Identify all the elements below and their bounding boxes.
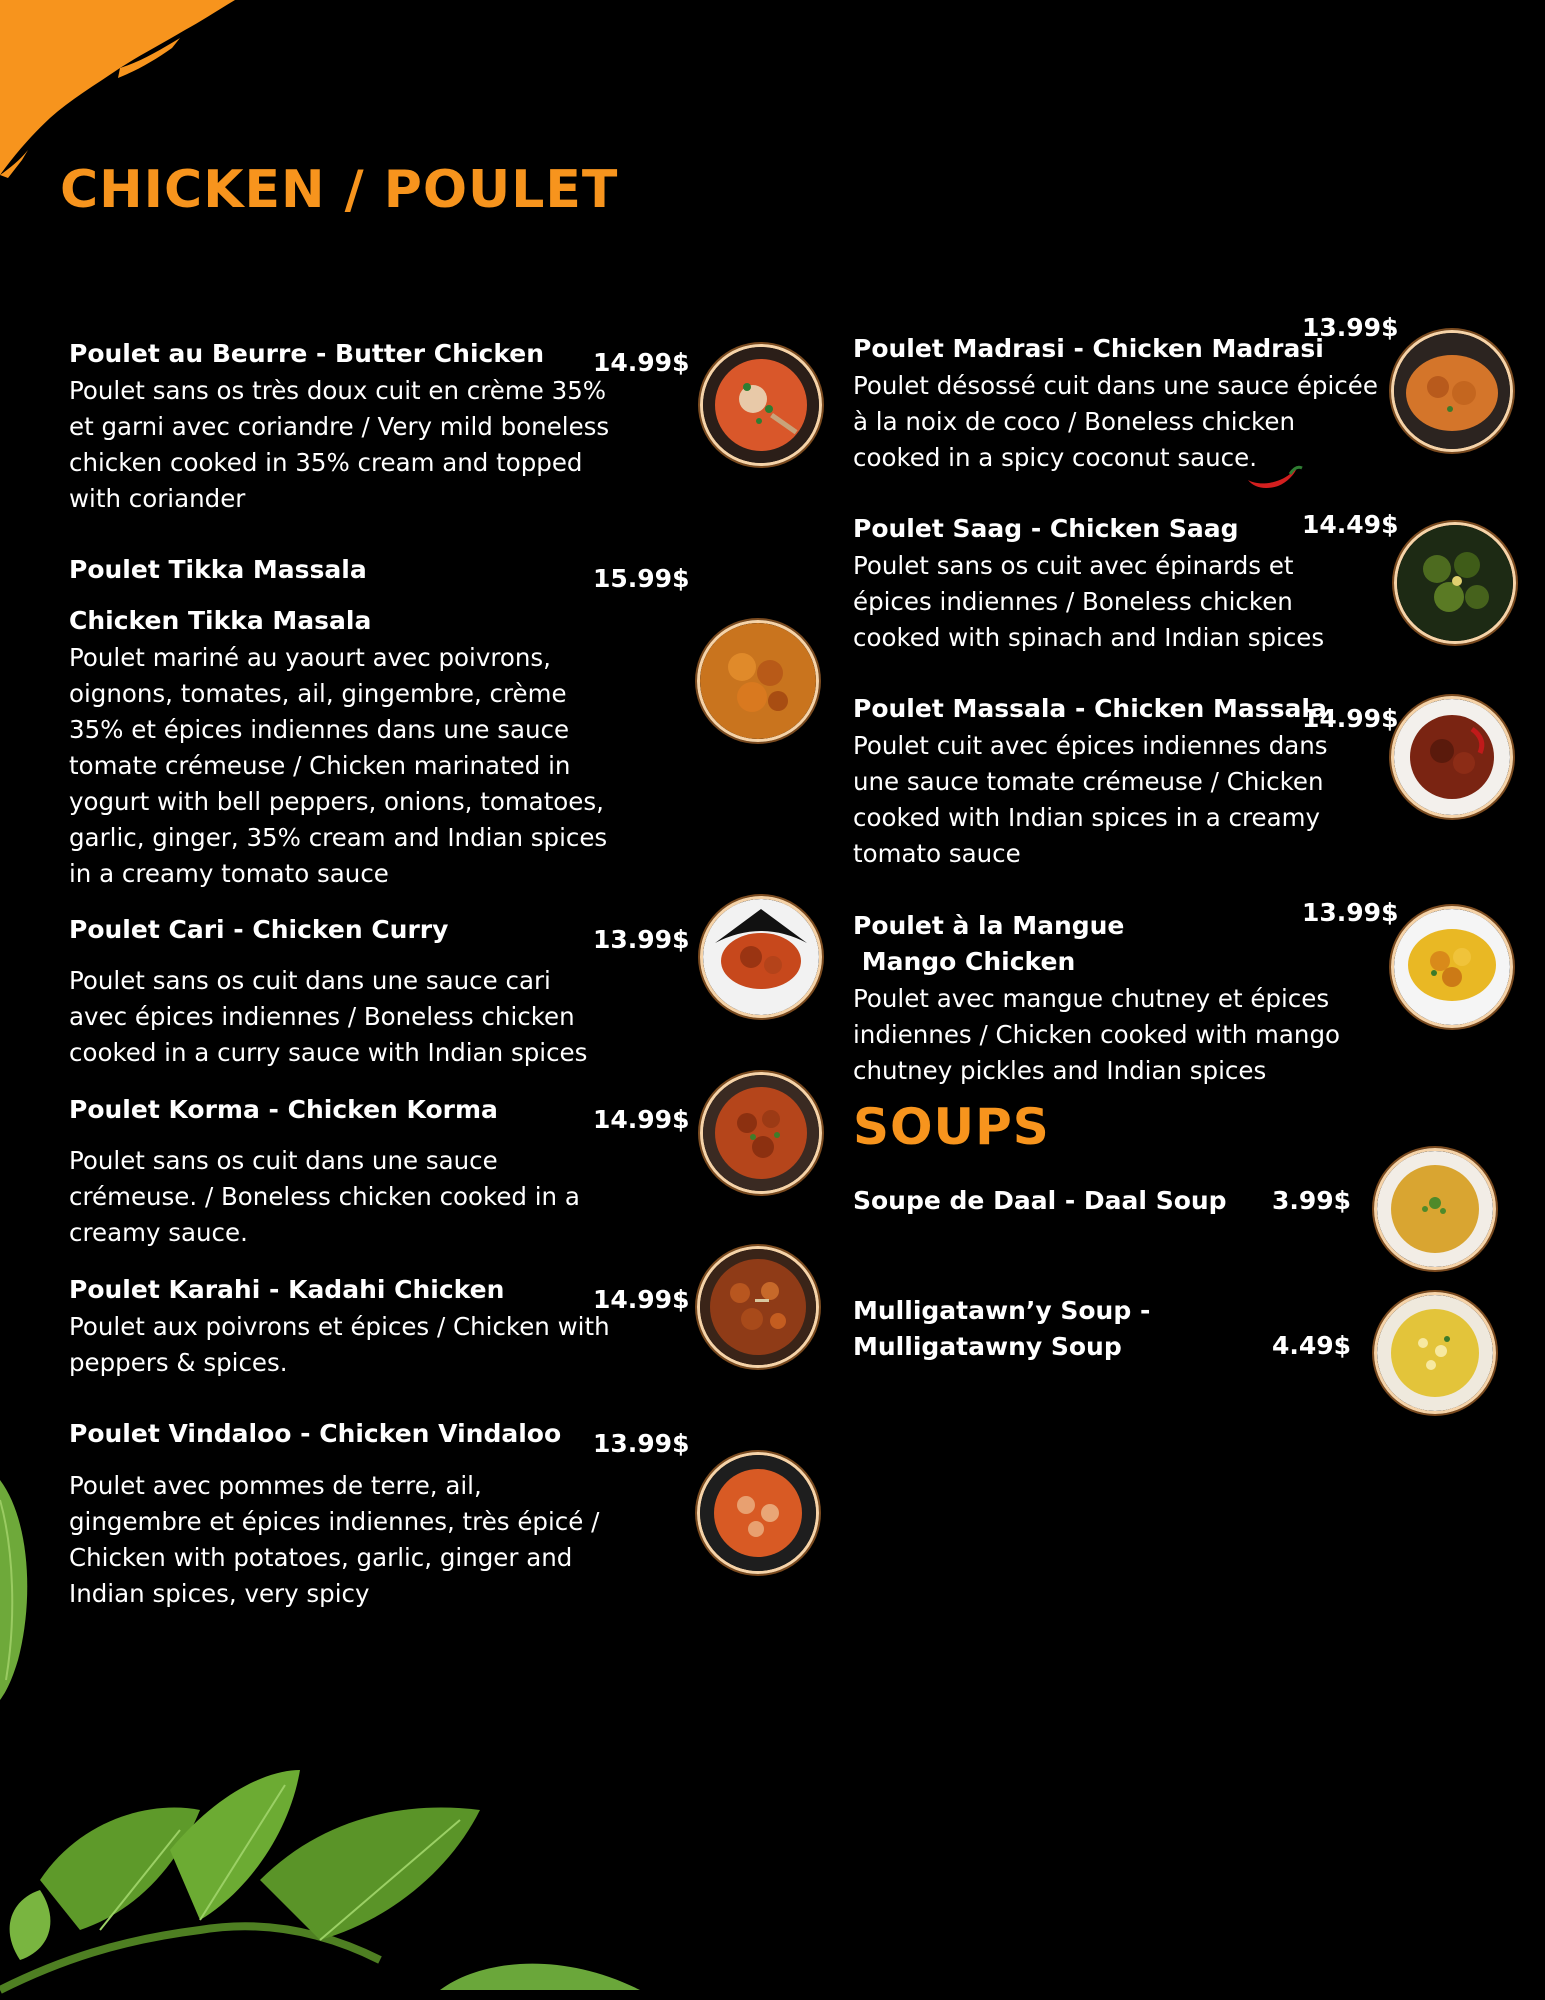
item-price-chicken-curry: 13.99$ [593,925,690,954]
item-desc-tikka-massala: Poulet mariné au yaourt avec poivrons, oignons, tomates, ail, gingembre, crème 35% et épices indiennes dans une sauce tomate crémeuse / Chicken marinated in yogurt with bell peppers, onions, tomatoes, garlic, ginger, 35% cream and Indian spices in a creamy tomato sauce [69,643,608,888]
soup-name-daal: Soupe de Daal - Daal Soup [853,1186,1227,1215]
item-desc-chicken-korma: Poulet sans os cuit dans une sauce crémeuse. / Boneless chicken cooked in a creamy sauce. [69,1146,580,1247]
item-desc-kadahi-chicken: Poulet aux poivrons et épices / Chicken with peppers & spices. [69,1312,610,1377]
item-desc-mango-chicken: Poulet avec mangue chutney et épices indiennes / Chicken cooked with mango chutney pickles and Indian spices [853,984,1340,1085]
item-name-chicken-vindaloo: Poulet Vindaloo - Chicken Vindaloo [69,1419,562,1448]
chicken-madrasi-photo [1391,330,1513,452]
item-price-chicken-massala: 14.99$ [1302,704,1399,733]
item-name-mango-chicken: Poulet à la Mangue [853,911,1125,940]
chicken-korma-photo [700,1072,822,1194]
chicken-curry-photo [700,896,822,1018]
item-price-tikka-massala: 15.99$ [593,564,690,593]
tikka-massala-photo [697,620,819,742]
item-desc-chicken-madrasi: Poulet désossé cuit dans une sauce épicée à la noix de coco / Boneless chicken cooked in a spicy coconut sauce. [853,371,1378,472]
item-name-chicken-saag: Poulet Saag - Chicken Saag [853,514,1239,543]
item-desc-chicken-massala: Poulet cuit avec épices indiennes dans une sauce tomate crémeuse / Chicken cooked with Indian spices in a creamy tomato sauce [853,731,1328,868]
item-name2-tikka-massala: Chicken Tikka Masala [69,606,372,635]
page-title: CHICKEN / POULET [60,160,619,220]
item-name-kadahi-chicken: Poulet Karahi - Kadahi Chicken [69,1275,505,1304]
item-name2-mango-chicken: Mango Chicken [853,947,1076,976]
soups-section-title: SOUPS [853,1098,1050,1156]
item-price-mango-chicken: 13.99$ [1302,898,1399,927]
chicken-massala-photo [1391,696,1513,818]
item-price-chicken-saag: 14.49$ [1302,510,1399,539]
item-name-chicken-curry: Poulet Cari - Chicken Curry [69,915,449,944]
item-price-butter-chicken: 14.99$ [593,348,690,377]
item-desc-chicken-vindaloo: Poulet avec pommes de terre, ail, gingembre et épices indiennes, très épicé / Chicken with potatoes, garlic, ginger and Indian spices, very spicy [69,1471,600,1608]
leaf-decoration-bottom [0,1760,680,2000]
item-name-chicken-korma: Poulet Korma - Chicken Korma [69,1095,498,1124]
item-name-butter-chicken: Poulet au Beurre - Butter Chicken [69,339,545,368]
item-name-chicken-madrasi: Poulet Madrasi - Chicken Madrasi [853,334,1324,363]
item-desc-butter-chicken: Poulet sans os très doux cuit en crème 35% et garni avec coriandre / Very mild boneless chicken cooked in 35% cream and topped with coriander [69,376,610,513]
item-desc-chicken-curry: Poulet sans os cuit dans une sauce cari avec épices indiennes / Boneless chicken cooked in a curry sauce with Indian spices [69,966,588,1067]
item-price-kadahi-chicken: 14.99$ [593,1285,690,1314]
item-price-chicken-madrasi: 13.99$ [1302,313,1399,342]
butter-chicken-photo [700,344,822,466]
soup-name-mulligatawny: Mulligatawn’y Soup - [853,1296,1151,1325]
item-price-chicken-vindaloo: 13.99$ [593,1429,690,1458]
daal-soup-photo [1374,1148,1496,1270]
item-desc-chicken-saag: Poulet sans os cuit avec épinards et épices indiennes / Boneless chicken cooked with spinach and Indian spices [853,551,1325,652]
item-name-tikka-massala: Poulet Tikka Massala [69,555,367,584]
kadahi-chicken-photo [697,1246,819,1368]
chicken-vindaloo-photo [697,1452,819,1574]
item-price-chicken-korma: 14.99$ [593,1105,690,1134]
mango-chicken-photo [1391,906,1513,1028]
soup-price-mulligatawny: 4.49$ [1272,1331,1352,1360]
chicken-saag-photo [1394,522,1516,644]
mulligatawny-soup-photo [1374,1292,1496,1414]
leaf-decoration-left [0,1480,40,1700]
chili-pepper-icon [1244,462,1304,490]
soup-name2-mulligatawny: Mulligatawny Soup [853,1332,1122,1361]
soup-price-daal: 3.99$ [1272,1186,1352,1215]
item-name-chicken-massala: Poulet Massala - Chicken Massala [853,694,1327,723]
